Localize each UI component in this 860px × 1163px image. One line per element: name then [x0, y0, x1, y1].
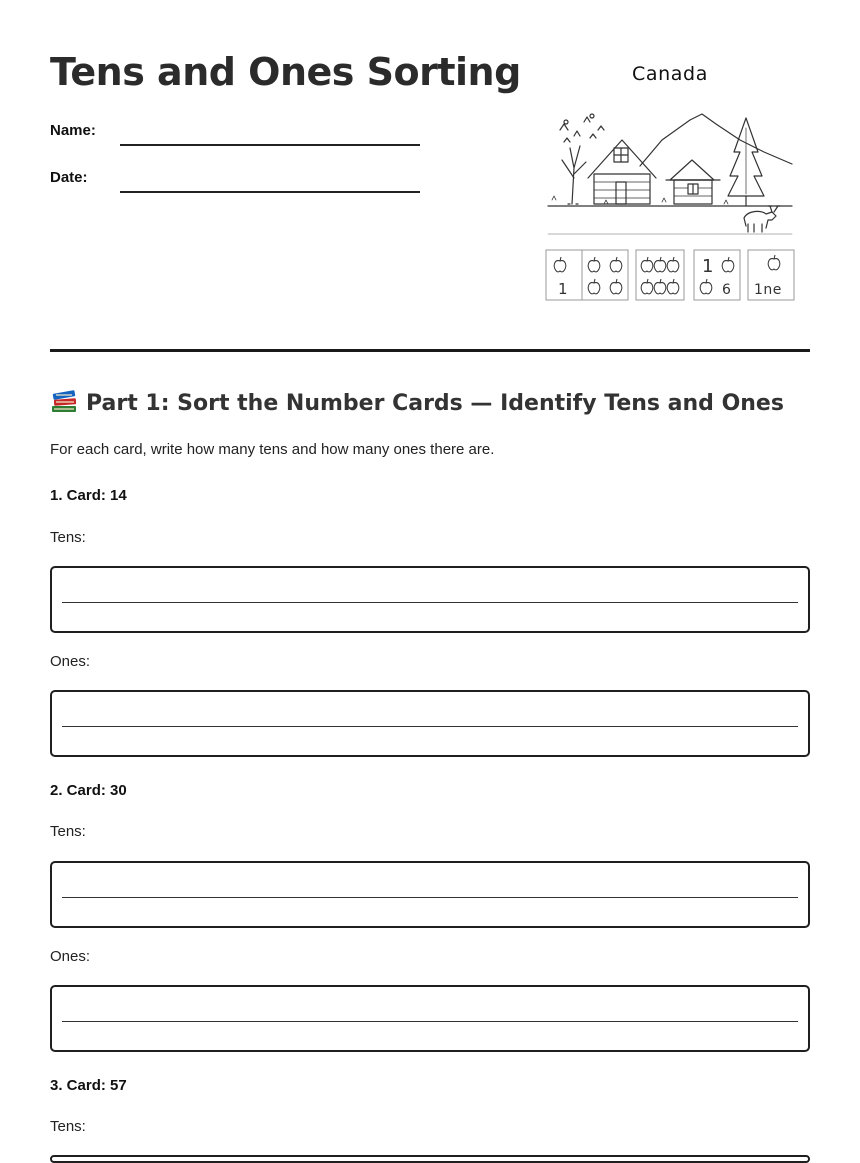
- apple-icons: [554, 255, 780, 294]
- question-2-title: 2. Card: 30: [50, 782, 127, 799]
- instructions: For each card, write how many tens and how many ones there are.: [50, 441, 495, 458]
- question-1-tens-label: Tens:: [50, 529, 86, 546]
- question-1-tens-answer-box[interactable]: [50, 566, 810, 633]
- question-3-tens-answer-box[interactable]: [50, 1155, 810, 1163]
- question-2-tens-answer-box[interactable]: [50, 861, 810, 928]
- card-word-one: 1ne: [754, 282, 782, 298]
- card-number-one: 1: [558, 280, 568, 298]
- name-line[interactable]: [120, 144, 420, 146]
- card-number-six: 6: [722, 282, 731, 298]
- books-icon: [50, 388, 78, 414]
- question-1-title: 1. Card: 14: [50, 487, 127, 504]
- number-cards-illustration: [544, 248, 796, 304]
- writing-line: [62, 1021, 798, 1022]
- date-label: Date:: [50, 169, 88, 186]
- name-label: Name:: [50, 122, 96, 139]
- moose: [744, 206, 780, 232]
- date-field[interactable]: [50, 169, 422, 199]
- question-2-ones-answer-box[interactable]: [50, 985, 810, 1052]
- question-2-tens-label: Tens:: [50, 823, 86, 840]
- question-3-title: 3. Card: 57: [50, 1077, 127, 1094]
- tree-left: [560, 114, 604, 204]
- writing-line: [62, 897, 798, 898]
- pine-tree: [728, 118, 764, 206]
- part-1-heading-text: Part 1: Sort the Number Cards — Identify Tens and Ones: [86, 391, 784, 416]
- question-1-ones-label: Ones:: [50, 653, 91, 670]
- date-line[interactable]: [120, 191, 420, 193]
- writing-line: [62, 726, 798, 727]
- worksheet-title: Tens and Ones Sorting: [50, 50, 521, 94]
- cabin-large: [588, 140, 656, 204]
- section-divider: [50, 349, 810, 352]
- region-label: Canada: [632, 63, 708, 85]
- cabin-small: [666, 160, 720, 204]
- writing-line: [62, 602, 798, 603]
- question-3-tens-label: Tens:: [50, 1118, 86, 1135]
- question-1-ones-answer-box[interactable]: [50, 690, 810, 757]
- part-1-heading: [50, 388, 784, 416]
- question-2-ones-label: Ones:: [50, 948, 91, 965]
- card-number-ten: 1: [702, 256, 714, 277]
- name-field[interactable]: [50, 122, 422, 152]
- canada-landscape-cabin-illustration: [544, 108, 796, 240]
